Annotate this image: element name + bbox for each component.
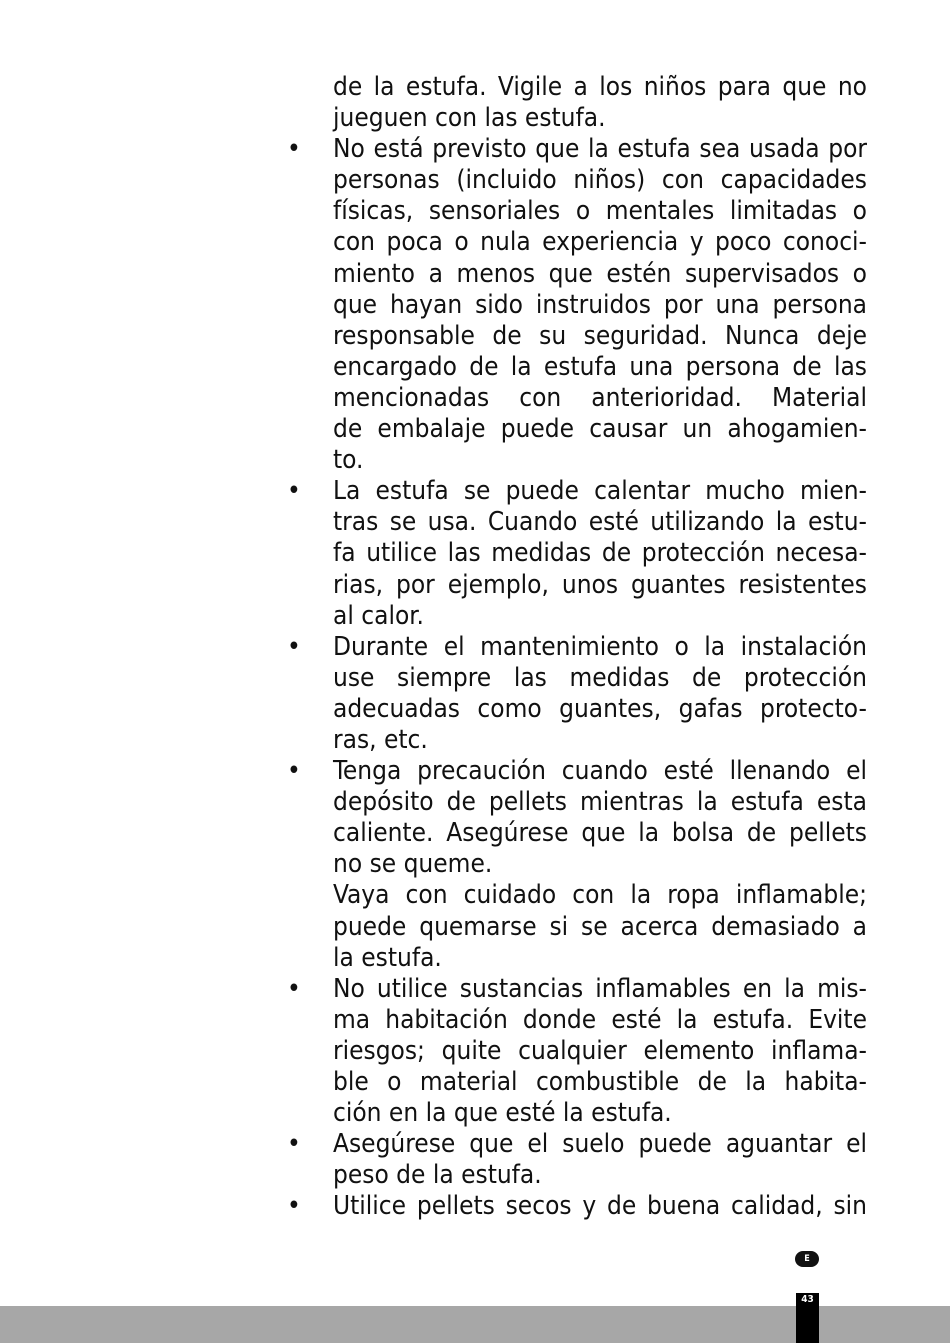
bullet-marker: •	[287, 476, 301, 507]
page-number: 43	[801, 1294, 814, 1305]
line-text: No utilice sustancias inflamables en la mis-	[333, 973, 867, 1004]
text-line	[285, 725, 867, 756]
line-text: al calor.	[333, 600, 424, 631]
line-text: jueguen con las estufa.	[333, 103, 606, 134]
text-line	[285, 974, 867, 1005]
text-line	[285, 538, 867, 569]
text-line	[285, 663, 867, 694]
line-text: Durante el mantenimiento o la instalación	[333, 631, 867, 662]
line-text: mencionadas con anterioridad. Material	[333, 382, 867, 413]
line-text: adecuadas como guantes, gafas protecto-	[333, 693, 867, 724]
text-line	[285, 103, 867, 134]
page-number-tab	[796, 1293, 819, 1343]
line-text: de la estufa. Vigile a los niños para que no	[333, 72, 867, 102]
line-text: La estufa se puede calentar mucho mien-	[333, 476, 867, 507]
text-line	[285, 196, 867, 227]
line-text: la estufa.	[333, 942, 442, 973]
text-line	[285, 227, 867, 258]
text-line	[285, 1191, 867, 1222]
text-line	[285, 601, 867, 632]
text-line	[285, 570, 867, 601]
text-line	[285, 134, 867, 165]
line-text: No está previsto que la estufa sea usada por	[333, 134, 867, 165]
text-line	[285, 756, 867, 787]
text-line	[285, 1005, 867, 1036]
text-line	[285, 259, 867, 290]
line-text: to.	[333, 445, 364, 476]
line-text: con poca o nula experiencia y poco conoci-	[333, 227, 867, 258]
text-line	[285, 818, 867, 849]
line-text: ma habitación donde esté la estufa. Evite	[333, 1004, 867, 1035]
text-line	[285, 165, 867, 196]
line-text: Utilice pellets secos y de buena calidad, sin	[333, 1191, 867, 1222]
bullet-marker: •	[287, 631, 301, 662]
text-line	[285, 1067, 867, 1098]
line-text: responsable de su seguridad. Nunca deje	[333, 320, 867, 351]
text-line	[285, 290, 867, 321]
line-text: caliente. Asegúrese que la bolsa de pellets	[333, 818, 867, 849]
text-line	[285, 476, 867, 507]
line-text: de embalaje puede causar un ahogamien-	[333, 414, 867, 445]
line-text: peso de la estufa.	[333, 1160, 542, 1191]
line-text: ras, etc.	[333, 724, 428, 755]
language-badge: E	[795, 1251, 819, 1267]
line-text: tras se usa. Cuando esté utilizando la estu-	[333, 507, 867, 538]
bullet-marker: •	[287, 756, 301, 787]
line-text: personas (incluido niños) con capacidades	[333, 165, 867, 196]
body-text	[285, 72, 867, 1222]
line-text: Tenga precaución cuando esté llenando el	[333, 756, 867, 787]
line-text: ción en la que esté la estufa.	[333, 1098, 672, 1129]
line-text: depósito de pellets mientras la estufa esta	[333, 787, 867, 818]
line-text: físicas, sensoriales o mentales limitadas o	[333, 196, 867, 227]
bullet-marker: •	[287, 1129, 301, 1160]
line-text: puede quemarse si se acerca demasiado a	[333, 911, 867, 942]
text-line	[285, 849, 867, 880]
text-line	[285, 445, 867, 476]
line-text: use siempre las medidas de protección	[333, 662, 867, 693]
line-text: miento a menos que estén supervisados o	[333, 258, 867, 289]
text-line	[285, 321, 867, 352]
text-line	[285, 787, 867, 818]
text-line	[285, 632, 867, 663]
text-line	[285, 694, 867, 725]
text-line	[285, 383, 867, 414]
text-line	[285, 1160, 867, 1191]
text-line	[285, 414, 867, 445]
line-text: riesgos; quite cualquier elemento inflama-	[333, 1035, 867, 1066]
line-text: encargado de la estufa una persona de las	[333, 351, 867, 382]
text-line	[285, 943, 867, 974]
bullet-marker: •	[287, 973, 301, 1004]
line-text: Asegúrese que el suelo puede aguantar el	[333, 1129, 867, 1160]
line-text: fa utilice las medidas de protección necesa-	[333, 538, 867, 569]
bullet-marker: •	[287, 134, 301, 165]
text-line	[285, 1129, 867, 1160]
bullet-marker: •	[287, 1191, 301, 1222]
line-text: no se queme.	[333, 849, 493, 880]
text-line	[285, 1036, 867, 1067]
text-line	[285, 72, 867, 103]
line-text: ble o material combustible de la habita-	[333, 1067, 867, 1097]
line-text: rias, por ejemplo, unos guantes resistentes	[333, 569, 867, 600]
text-line	[285, 912, 867, 943]
text-line	[285, 1098, 867, 1129]
text-line	[285, 880, 867, 911]
line-text: Vaya con cuidado con la ropa inflamable;	[333, 880, 867, 911]
text-line	[285, 352, 867, 383]
line-text: que hayan sido instruidos por una persona	[333, 289, 867, 320]
text-line	[285, 507, 867, 538]
